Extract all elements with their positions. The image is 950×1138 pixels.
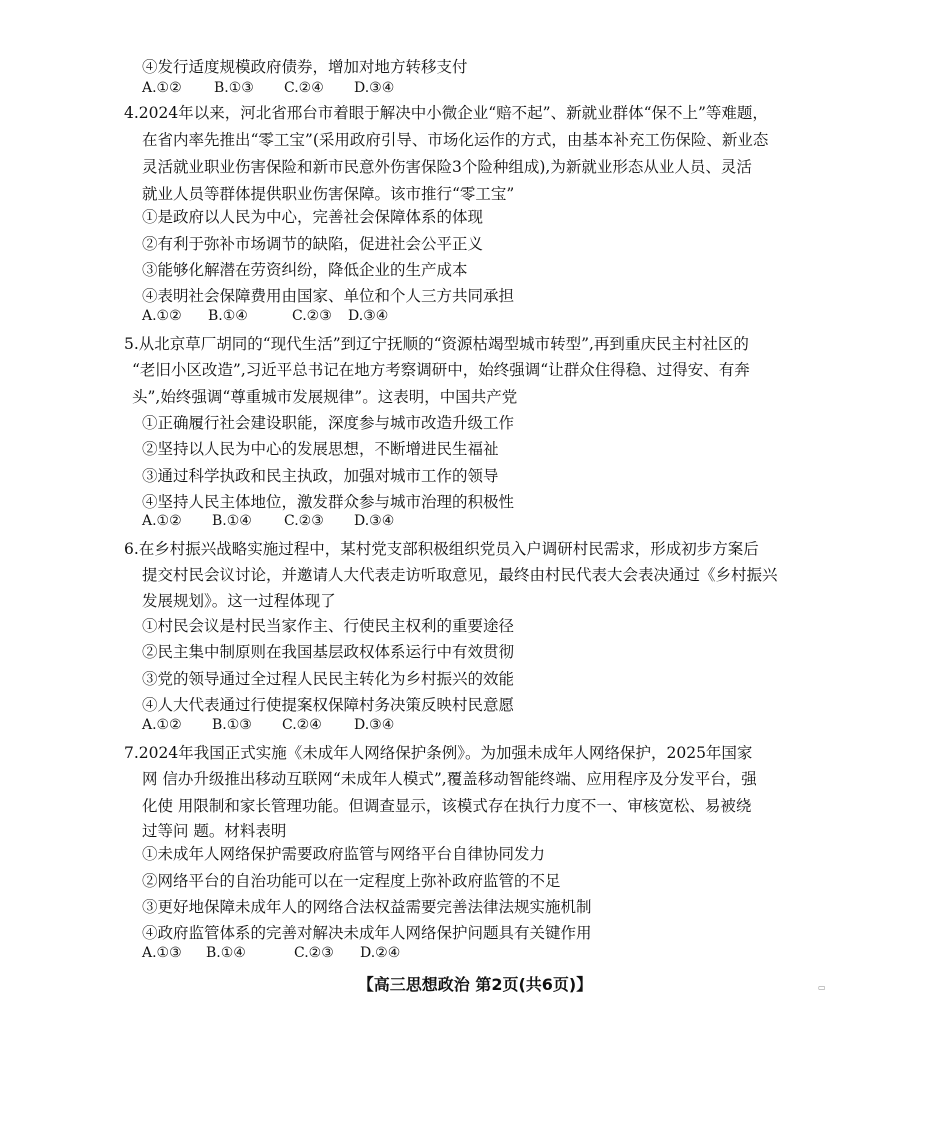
q6-item-4: ④人大代表通过行使提案权保障村务决策反映村民意愿 (142, 696, 515, 714)
q6-stem-line-2: 提交村民会议讨论，并邀请人大代表走访听取意见，最终由村民代表大会表决通过《乡村振兴 (142, 566, 778, 584)
q5-item-4: ④坚持人民主体地位，激发群众参与城市治理的积极性 (142, 493, 515, 511)
q4-item-1: ①是政府以人民为中心，完善社会保障体系的体现 (142, 208, 484, 226)
q5-item-2: ②坚持以人民为中心的发展思想，不断增进民生福祉 (142, 440, 499, 458)
q4-item-3: ③能够化解潜在劳资纠纷，降低企业的生产成本 (142, 261, 468, 279)
q3-options (142, 78, 394, 98)
q3-option-d: D.③④ (354, 80, 395, 96)
q7-item-3: ③更好地保障未成年人的网络合法权益需要完善法律法规实施机制 (142, 898, 592, 916)
q7-item-2: ②网络平台的自治功能可以在一定程度上弥补政府监管的不足 (142, 872, 561, 890)
q6-stem-line-1: 6.在乡村振兴战略实施过程中，某村党支部积极组织党员入户调研村民需求，形成初步方案后 (124, 540, 759, 558)
q3-option-a: A.①② (142, 80, 182, 96)
q5-item-1: ①正确履行社会建设职能，深度参与城市改造升级工作 (142, 414, 515, 432)
q7-item-4: ④政府监管体系的完善对解决未成年人网络保护问题具有关键作用 (142, 924, 592, 942)
q7-options (142, 943, 400, 963)
q7-stem-line-4: 过等问 题。材料表明 (142, 822, 287, 840)
q3-option-b: B.①③ (214, 80, 254, 96)
q4-option-a: A.①② (142, 308, 182, 324)
q5-option-d: D.③④ (354, 513, 395, 529)
q5-option-a: A.①② (142, 513, 182, 529)
q7-option-d: D.②④ (360, 945, 401, 961)
q6-stem-line-3: 发展规划》。这一过程体现了 (142, 592, 336, 610)
q4-options (142, 306, 388, 326)
q4-stem-line-3: 灵活就业职业伤害保险和新市民意外伤害保险3个险种组成),为新就业形态从业人员、灵活 (142, 158, 752, 176)
q7-stem-line-2: 网 信办升级推出移动互联网“未成年人模式”,覆盖移动智能终端、应用程序及分发平台，强 (142, 770, 757, 788)
q6-option-a: A.①② (142, 717, 182, 733)
page-footer: 【高三思想政治 第2页(共6页)】 (357, 975, 593, 994)
q6-item-3: ③党的领导通过全过程人民民主转化为乡村振兴的效能 (142, 670, 515, 688)
q6-option-c: C.②④ (282, 717, 322, 733)
q6-item-1: ①村民会议是村民当家作主、行使民主权利的重要途径 (142, 617, 515, 635)
q7-option-b: B.①④ (206, 945, 246, 961)
q5-option-c: C.②③ (284, 513, 324, 529)
q6-option-d: D.③④ (354, 717, 395, 733)
q4-option-b: B.①④ (208, 308, 248, 324)
q6-options (142, 715, 394, 735)
q5-option-b: B.①④ (212, 513, 252, 529)
q4-option-c: C.②③ (292, 308, 332, 324)
q4-stem-line-1: 4.2024年以来，河北省邢台市着眼于解决中小微企业“赔不起”、新就业群体“保不上”等难题， (124, 104, 768, 122)
q4-stem-line-4: 就业人员等群体提供职业伤害保障。该市推行“零工宝” (142, 185, 515, 203)
q4-item-2: ②有利于弥补市场调节的缺陷，促进社会公平正义 (142, 235, 484, 253)
q5-stem-line-2: “老旧小区改造”,习近平总书记在地方考察调研中，始终强调“让群众住得稳、过得安、有奔 (132, 361, 750, 379)
q7-option-c: C.②③ (294, 945, 334, 961)
q4-option-d: D.③④ (348, 308, 389, 324)
q3-item-4: ④发行适度规模政府债券，增加对地方转移支付 (142, 58, 468, 76)
q3-option-c: C.②④ (284, 80, 324, 96)
q5-options (142, 511, 394, 531)
q7-item-1: ①未成年人网络保护需要政府监管与网络平台自律协同发力 (142, 845, 546, 863)
q7-stem-line-3: 化使 用限制和家长管理功能。但调查显示，该模式存在执行力度不一、审核宽松、易被绕 (142, 797, 752, 815)
q5-item-3: ③通过科学执政和民主执政，加强对城市工作的领导 (142, 467, 499, 485)
q6-item-2: ②民主集中制原则在我国基层政权体系运行中有效贯彻 (142, 643, 515, 661)
q5-stem-line-1: 5.从北京草厂胡同的“现代生活”到辽宁抚顺的“资源枯竭型城市转型”,再到重庆民主村社区的 (124, 335, 749, 353)
corner-mark: ▭ (818, 983, 826, 992)
q6-option-b: B.①③ (212, 717, 252, 733)
q7-stem-line-1: 7.2024年我国正式实施《未成年人网络保护条例》。为加强未成年人网络保护，2025年国家 (124, 744, 753, 762)
q4-item-4: ④表明社会保障费用由国家、单位和个人三方共同承担 (142, 287, 515, 305)
q7-option-a: A.①③ (142, 945, 182, 961)
q4-stem-line-2: 在省内率先推出“零工宝”(采用政府引导、市场化运作的方式，由基本补充工伤保险、新业态 (142, 131, 769, 149)
q5-stem-line-3: 头”,始终强调“尊重城市发展规律”。这表明，中国共产党 (132, 388, 518, 406)
